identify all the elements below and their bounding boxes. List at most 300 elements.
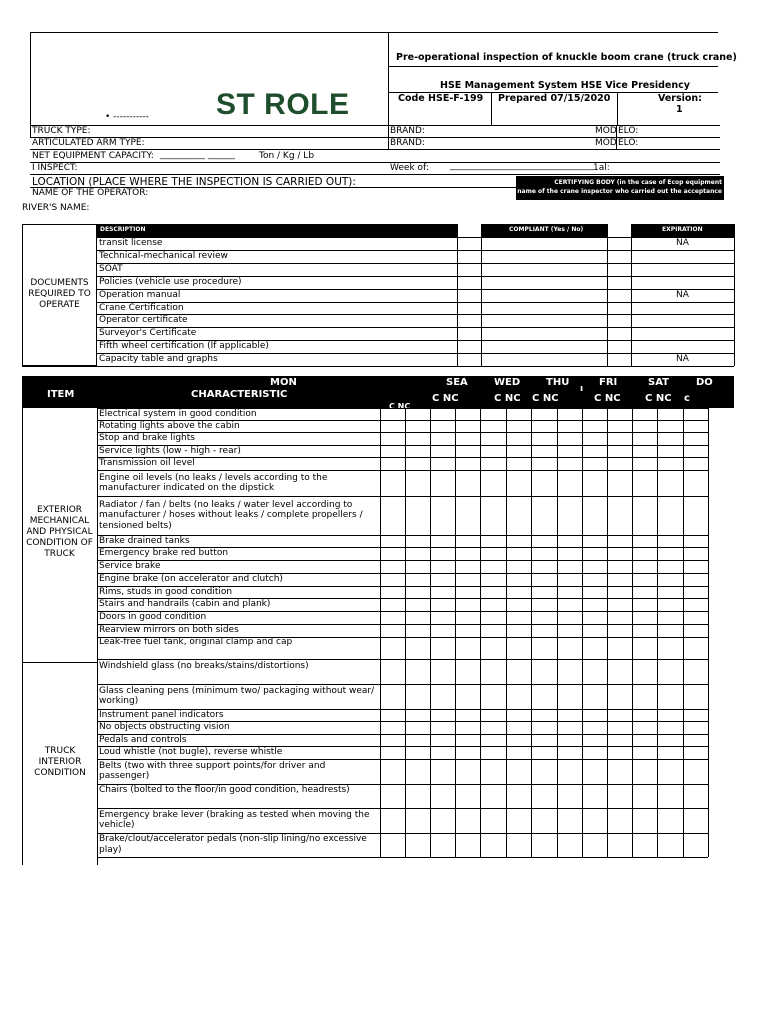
check-cell[interactable]	[406, 809, 430, 833]
check-cell[interactable]	[583, 574, 607, 586]
check-cell[interactable]	[481, 735, 506, 747]
check-cell[interactable]	[633, 446, 657, 458]
week-line[interactable]: ________________________________	[450, 161, 594, 171]
check-cell[interactable]	[456, 561, 480, 573]
check-cell[interactable]	[507, 561, 531, 573]
check-cell[interactable]	[481, 785, 506, 808]
check-cell[interactable]	[633, 409, 657, 420]
brand1-label[interactable]: BRAND:	[390, 126, 425, 136]
check-cell[interactable]	[507, 548, 531, 560]
check-cell[interactable]	[481, 760, 506, 784]
check-cell[interactable]	[583, 471, 607, 496]
check-cell[interactable]	[481, 446, 506, 458]
check-cell[interactable]	[456, 587, 480, 599]
check-cell[interactable]	[406, 612, 430, 624]
check-cell[interactable]	[381, 809, 405, 833]
check-cell[interactable]	[507, 747, 531, 759]
check-cell[interactable]	[633, 548, 657, 560]
check-cell[interactable]	[431, 612, 455, 624]
check-cell[interactable]	[558, 561, 582, 573]
check-cell[interactable]	[481, 834, 506, 857]
check-cell[interactable]	[558, 536, 582, 547]
check-cell[interactable]	[381, 625, 405, 637]
check-cell[interactable]	[658, 638, 683, 659]
check-cell[interactable]	[658, 660, 683, 684]
check-cell[interactable]	[608, 409, 632, 420]
check-cell[interactable]	[583, 612, 607, 624]
check-cell[interactable]	[406, 625, 430, 637]
check-cell[interactable]	[507, 722, 531, 734]
check-cell[interactable]	[481, 458, 506, 470]
check-cell[interactable]	[381, 409, 405, 420]
check-cell[interactable]	[431, 599, 455, 611]
check-cell[interactable]	[507, 685, 531, 709]
check-cell[interactable]	[558, 612, 582, 624]
check-cell[interactable]	[532, 458, 557, 470]
check-cell[interactable]	[633, 660, 657, 684]
check-cell[interactable]	[481, 660, 506, 684]
check-cell[interactable]	[684, 612, 708, 624]
check-cell[interactable]	[406, 574, 430, 586]
check-cell[interactable]	[381, 710, 405, 722]
check-cell[interactable]	[583, 735, 607, 747]
check-cell[interactable]	[456, 599, 480, 611]
check-cell[interactable]	[381, 612, 405, 624]
check-cell[interactable]	[608, 747, 632, 759]
check-cell[interactable]	[481, 685, 506, 709]
check-cell[interactable]	[583, 747, 607, 759]
check-cell[interactable]	[406, 548, 430, 560]
operator-label[interactable]: NAME OF THE OPERATOR:	[32, 188, 149, 198]
check-cell[interactable]	[583, 458, 607, 470]
check-cell[interactable]	[658, 587, 683, 599]
check-cell[interactable]	[406, 471, 430, 496]
check-cell[interactable]	[456, 574, 480, 586]
check-cell[interactable]	[684, 433, 708, 445]
check-cell[interactable]	[431, 574, 455, 586]
check-cell[interactable]	[684, 722, 708, 734]
doc-row-compliant-input[interactable]	[482, 264, 606, 276]
check-cell[interactable]	[381, 685, 405, 709]
check-cell[interactable]	[481, 722, 506, 734]
check-cell[interactable]	[532, 536, 557, 547]
check-cell[interactable]	[658, 809, 683, 833]
check-cell[interactable]	[456, 458, 480, 470]
check-cell[interactable]	[456, 747, 480, 759]
check-cell[interactable]	[608, 458, 632, 470]
check-cell[interactable]	[658, 785, 683, 808]
check-cell[interactable]	[583, 760, 607, 784]
check-cell[interactable]	[633, 710, 657, 722]
check-cell[interactable]	[633, 625, 657, 637]
check-cell[interactable]	[558, 660, 582, 684]
check-cell[interactable]	[481, 421, 506, 432]
check-cell[interactable]	[456, 760, 480, 784]
check-cell[interactable]	[406, 409, 430, 420]
check-cell[interactable]	[481, 433, 506, 445]
check-cell[interactable]	[381, 421, 405, 432]
check-cell[interactable]	[381, 785, 405, 808]
check-cell[interactable]	[456, 834, 480, 857]
check-cell[interactable]	[431, 536, 455, 547]
check-cell[interactable]	[431, 747, 455, 759]
check-cell[interactable]	[406, 685, 430, 709]
doc-row-compliant-input[interactable]	[482, 277, 606, 289]
check-cell[interactable]	[684, 685, 708, 709]
truck-type-label[interactable]: TRUCK TYPE:	[32, 126, 91, 136]
check-cell[interactable]	[684, 599, 708, 611]
check-cell[interactable]	[381, 536, 405, 547]
check-cell[interactable]	[406, 710, 430, 722]
check-cell[interactable]	[532, 497, 557, 535]
check-cell[interactable]	[633, 471, 657, 496]
check-cell[interactable]	[633, 458, 657, 470]
check-cell[interactable]	[507, 587, 531, 599]
location-label[interactable]: LOCATION (PLACE WHERE THE INSPECTION IS CARRIED OUT):	[32, 176, 356, 188]
check-cell[interactable]	[406, 536, 430, 547]
check-cell[interactable]	[684, 735, 708, 747]
check-cell[interactable]	[684, 536, 708, 547]
check-cell[interactable]	[583, 638, 607, 659]
doc-row-compliant-input[interactable]	[482, 341, 606, 353]
check-cell[interactable]	[381, 834, 405, 857]
check-cell[interactable]	[381, 735, 405, 747]
check-cell[interactable]	[532, 446, 557, 458]
check-cell[interactable]	[532, 574, 557, 586]
check-cell[interactable]	[558, 834, 582, 857]
check-cell[interactable]	[608, 599, 632, 611]
check-cell[interactable]	[431, 458, 455, 470]
check-cell[interactable]	[507, 785, 531, 808]
check-cell[interactable]	[658, 625, 683, 637]
check-cell[interactable]	[684, 625, 708, 637]
doc-row-expiration[interactable]: NA	[676, 289, 689, 300]
check-cell[interactable]	[633, 612, 657, 624]
check-cell[interactable]	[558, 471, 582, 496]
check-cell[interactable]	[558, 599, 582, 611]
check-cell[interactable]	[558, 458, 582, 470]
check-cell[interactable]	[381, 587, 405, 599]
check-cell[interactable]	[608, 710, 632, 722]
check-cell[interactable]	[481, 625, 506, 637]
check-cell[interactable]	[406, 446, 430, 458]
check-cell[interactable]	[583, 536, 607, 547]
check-cell[interactable]	[481, 574, 506, 586]
check-cell[interactable]	[684, 458, 708, 470]
check-cell[interactable]	[684, 834, 708, 857]
check-cell[interactable]	[456, 685, 480, 709]
check-cell[interactable]	[507, 625, 531, 637]
check-cell[interactable]	[684, 747, 708, 759]
check-cell[interactable]	[608, 685, 632, 709]
check-cell[interactable]	[633, 497, 657, 535]
check-cell[interactable]	[532, 722, 557, 734]
doc-row-compliant-input[interactable]	[482, 354, 606, 366]
doc-row-compliant-input[interactable]	[482, 315, 606, 327]
arm-type-label[interactable]: ARTICULATED ARM TYPE:	[32, 138, 145, 148]
capacity-label[interactable]: NET EQUIPMENT CAPACITY:	[32, 151, 154, 161]
check-cell[interactable]	[481, 409, 506, 420]
check-cell[interactable]	[658, 409, 683, 420]
check-cell[interactable]	[658, 536, 683, 547]
check-cell[interactable]	[507, 809, 531, 833]
doc-row-expiration[interactable]: NA	[676, 238, 689, 248]
check-cell[interactable]	[684, 785, 708, 808]
doc-row-expiration[interactable]: NA	[676, 354, 689, 365]
check-cell[interactable]	[558, 710, 582, 722]
check-cell[interactable]	[532, 834, 557, 857]
check-cell[interactable]	[608, 561, 632, 573]
check-cell[interactable]	[633, 685, 657, 709]
check-cell[interactable]	[456, 446, 480, 458]
model1-label-b[interactable]: ELO:	[618, 126, 639, 136]
week-of-label[interactable]: Week of:	[390, 163, 429, 173]
check-cell[interactable]	[456, 660, 480, 684]
check-cell[interactable]	[558, 747, 582, 759]
check-cell[interactable]	[583, 587, 607, 599]
check-cell[interactable]	[633, 587, 657, 599]
check-cell[interactable]	[381, 471, 405, 496]
check-cell[interactable]	[381, 660, 405, 684]
check-cell[interactable]	[456, 433, 480, 445]
check-cell[interactable]	[684, 809, 708, 833]
check-cell[interactable]	[558, 409, 582, 420]
check-cell[interactable]	[684, 497, 708, 535]
check-cell[interactable]	[658, 735, 683, 747]
check-cell[interactable]	[507, 760, 531, 784]
check-cell[interactable]	[658, 599, 683, 611]
check-cell[interactable]	[583, 710, 607, 722]
check-cell[interactable]	[406, 421, 430, 432]
check-cell[interactable]	[532, 587, 557, 599]
check-cell[interactable]	[431, 760, 455, 784]
check-cell[interactable]	[633, 722, 657, 734]
check-cell[interactable]	[583, 625, 607, 637]
check-cell[interactable]	[431, 834, 455, 857]
check-cell[interactable]	[431, 433, 455, 445]
check-cell[interactable]	[583, 421, 607, 432]
check-cell[interactable]	[532, 599, 557, 611]
check-cell[interactable]	[658, 747, 683, 759]
check-cell[interactable]	[532, 548, 557, 560]
check-cell[interactable]	[481, 638, 506, 659]
check-cell[interactable]	[431, 735, 455, 747]
check-cell[interactable]	[381, 760, 405, 784]
check-cell[interactable]	[507, 735, 531, 747]
check-cell[interactable]	[633, 735, 657, 747]
check-cell[interactable]	[608, 735, 632, 747]
check-cell[interactable]	[658, 458, 683, 470]
check-cell[interactable]	[456, 638, 480, 659]
check-cell[interactable]	[658, 548, 683, 560]
check-cell[interactable]	[406, 458, 430, 470]
check-cell[interactable]	[583, 722, 607, 734]
check-cell[interactable]	[684, 587, 708, 599]
check-cell[interactable]	[558, 548, 582, 560]
check-cell[interactable]	[481, 587, 506, 599]
check-cell[interactable]	[406, 722, 430, 734]
check-cell[interactable]	[558, 421, 582, 432]
check-cell[interactable]	[633, 747, 657, 759]
check-cell[interactable]	[431, 809, 455, 833]
check-cell[interactable]	[507, 433, 531, 445]
check-cell[interactable]	[507, 612, 531, 624]
check-cell[interactable]	[608, 497, 632, 535]
check-cell[interactable]	[381, 722, 405, 734]
check-cell[interactable]	[558, 587, 582, 599]
check-cell[interactable]	[532, 660, 557, 684]
check-cell[interactable]	[684, 561, 708, 573]
check-cell[interactable]	[431, 625, 455, 637]
check-cell[interactable]	[633, 785, 657, 808]
check-cell[interactable]	[583, 497, 607, 535]
check-cell[interactable]	[684, 638, 708, 659]
check-cell[interactable]	[406, 638, 430, 659]
check-cell[interactable]	[608, 809, 632, 833]
check-cell[interactable]	[456, 612, 480, 624]
check-cell[interactable]	[658, 446, 683, 458]
check-cell[interactable]	[381, 638, 405, 659]
check-cell[interactable]	[406, 760, 430, 784]
check-cell[interactable]	[658, 433, 683, 445]
check-cell[interactable]	[532, 625, 557, 637]
check-cell[interactable]	[658, 710, 683, 722]
check-cell[interactable]	[633, 561, 657, 573]
check-cell[interactable]	[431, 446, 455, 458]
check-cell[interactable]	[406, 561, 430, 573]
check-cell[interactable]	[658, 421, 683, 432]
check-cell[interactable]	[456, 471, 480, 496]
check-cell[interactable]	[532, 612, 557, 624]
check-cell[interactable]	[684, 760, 708, 784]
capacity-blank[interactable]: __________ ______	[160, 150, 235, 160]
doc-row-compliant-input[interactable]	[482, 328, 606, 340]
check-cell[interactable]	[431, 722, 455, 734]
check-cell[interactable]	[431, 587, 455, 599]
check-cell[interactable]	[684, 421, 708, 432]
check-cell[interactable]	[481, 561, 506, 573]
check-cell[interactable]	[633, 433, 657, 445]
check-cell[interactable]	[532, 433, 557, 445]
check-cell[interactable]	[608, 785, 632, 808]
check-cell[interactable]	[583, 685, 607, 709]
check-cell[interactable]	[608, 625, 632, 637]
model2-label-b[interactable]: ELO:	[618, 138, 639, 148]
check-cell[interactable]	[431, 685, 455, 709]
check-cell[interactable]	[507, 834, 531, 857]
check-cell[interactable]	[658, 685, 683, 709]
brand2-label[interactable]: BRAND:	[390, 138, 425, 148]
check-cell[interactable]	[532, 421, 557, 432]
check-cell[interactable]	[684, 660, 708, 684]
check-cell[interactable]	[507, 599, 531, 611]
check-cell[interactable]	[481, 471, 506, 496]
check-cell[interactable]	[431, 561, 455, 573]
check-cell[interactable]	[406, 747, 430, 759]
check-cell[interactable]	[481, 536, 506, 547]
check-cell[interactable]	[684, 574, 708, 586]
check-cell[interactable]	[583, 660, 607, 684]
check-cell[interactable]	[507, 536, 531, 547]
check-cell[interactable]	[456, 625, 480, 637]
check-cell[interactable]	[431, 660, 455, 684]
check-cell[interactable]	[481, 497, 506, 535]
check-cell[interactable]	[608, 722, 632, 734]
check-cell[interactable]	[532, 760, 557, 784]
check-cell[interactable]	[608, 638, 632, 659]
check-cell[interactable]	[583, 548, 607, 560]
check-cell[interactable]	[381, 433, 405, 445]
check-cell[interactable]	[608, 612, 632, 624]
check-cell[interactable]	[608, 536, 632, 547]
check-cell[interactable]	[456, 735, 480, 747]
check-cell[interactable]	[633, 760, 657, 784]
check-cell[interactable]	[381, 497, 405, 535]
check-cell[interactable]	[658, 760, 683, 784]
check-cell[interactable]	[532, 409, 557, 420]
check-cell[interactable]	[532, 785, 557, 808]
check-cell[interactable]	[558, 735, 582, 747]
check-cell[interactable]	[633, 809, 657, 833]
check-cell[interactable]	[684, 446, 708, 458]
check-cell[interactable]	[658, 574, 683, 586]
check-cell[interactable]	[583, 409, 607, 420]
check-cell[interactable]	[381, 599, 405, 611]
check-cell[interactable]	[507, 471, 531, 496]
check-cell[interactable]	[633, 599, 657, 611]
check-cell[interactable]	[633, 421, 657, 432]
check-cell[interactable]	[608, 548, 632, 560]
check-cell[interactable]	[406, 834, 430, 857]
check-cell[interactable]	[608, 574, 632, 586]
check-cell[interactable]	[633, 834, 657, 857]
check-cell[interactable]	[583, 809, 607, 833]
check-cell[interactable]	[684, 409, 708, 420]
check-cell[interactable]	[532, 638, 557, 659]
check-cell[interactable]	[532, 561, 557, 573]
check-cell[interactable]	[558, 625, 582, 637]
check-cell[interactable]	[507, 458, 531, 470]
doc-row-compliant-input[interactable]	[482, 290, 606, 302]
check-cell[interactable]	[456, 409, 480, 420]
check-cell[interactable]	[608, 421, 632, 432]
check-cell[interactable]	[658, 834, 683, 857]
check-cell[interactable]	[558, 638, 582, 659]
check-cell[interactable]	[658, 497, 683, 535]
check-cell[interactable]	[481, 809, 506, 833]
check-cell[interactable]	[481, 747, 506, 759]
check-cell[interactable]	[431, 710, 455, 722]
check-cell[interactable]	[532, 735, 557, 747]
inspect-label[interactable]: I INSPECT:	[32, 163, 78, 173]
check-cell[interactable]	[658, 612, 683, 624]
check-cell[interactable]	[583, 446, 607, 458]
check-cell[interactable]	[456, 536, 480, 547]
doc-row-compliant-input[interactable]	[482, 251, 606, 263]
check-cell[interactable]	[558, 722, 582, 734]
check-cell[interactable]	[558, 809, 582, 833]
check-cell[interactable]	[431, 409, 455, 420]
check-cell[interactable]	[481, 710, 506, 722]
check-cell[interactable]	[431, 785, 455, 808]
al-label[interactable]: 1al:	[593, 163, 610, 173]
check-cell[interactable]	[456, 722, 480, 734]
check-cell[interactable]	[608, 433, 632, 445]
check-cell[interactable]	[532, 685, 557, 709]
check-cell[interactable]	[431, 548, 455, 560]
check-cell[interactable]	[431, 421, 455, 432]
check-cell[interactable]	[507, 660, 531, 684]
